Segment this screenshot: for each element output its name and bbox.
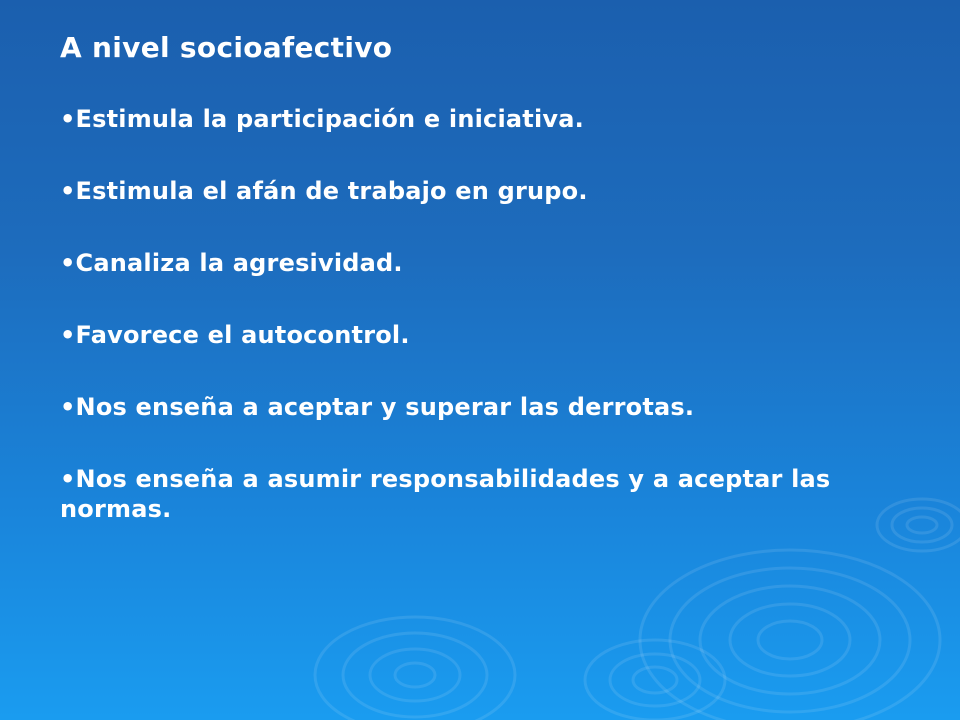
bullet-item: •Nos enseña a aceptar y superar las derrotas. bbox=[60, 393, 695, 421]
bullet-item: •Nos enseña a asumir responsabilidades y a aceptar las normas. bbox=[60, 465, 831, 523]
bullet-item: •Canaliza la agresividad. bbox=[60, 249, 403, 277]
bullet-item: •Estimula la participación e iniciativa. bbox=[60, 105, 584, 133]
bullet-item: •Estimula el afán de trabajo en grupo. bbox=[60, 177, 588, 205]
slide-content bbox=[60, 30, 890, 524]
bullet-list bbox=[60, 104, 890, 524]
bullet-item: •Favorece el autocontrol. bbox=[60, 321, 410, 349]
slide-title: A nivel socioafectivo bbox=[60, 31, 393, 64]
